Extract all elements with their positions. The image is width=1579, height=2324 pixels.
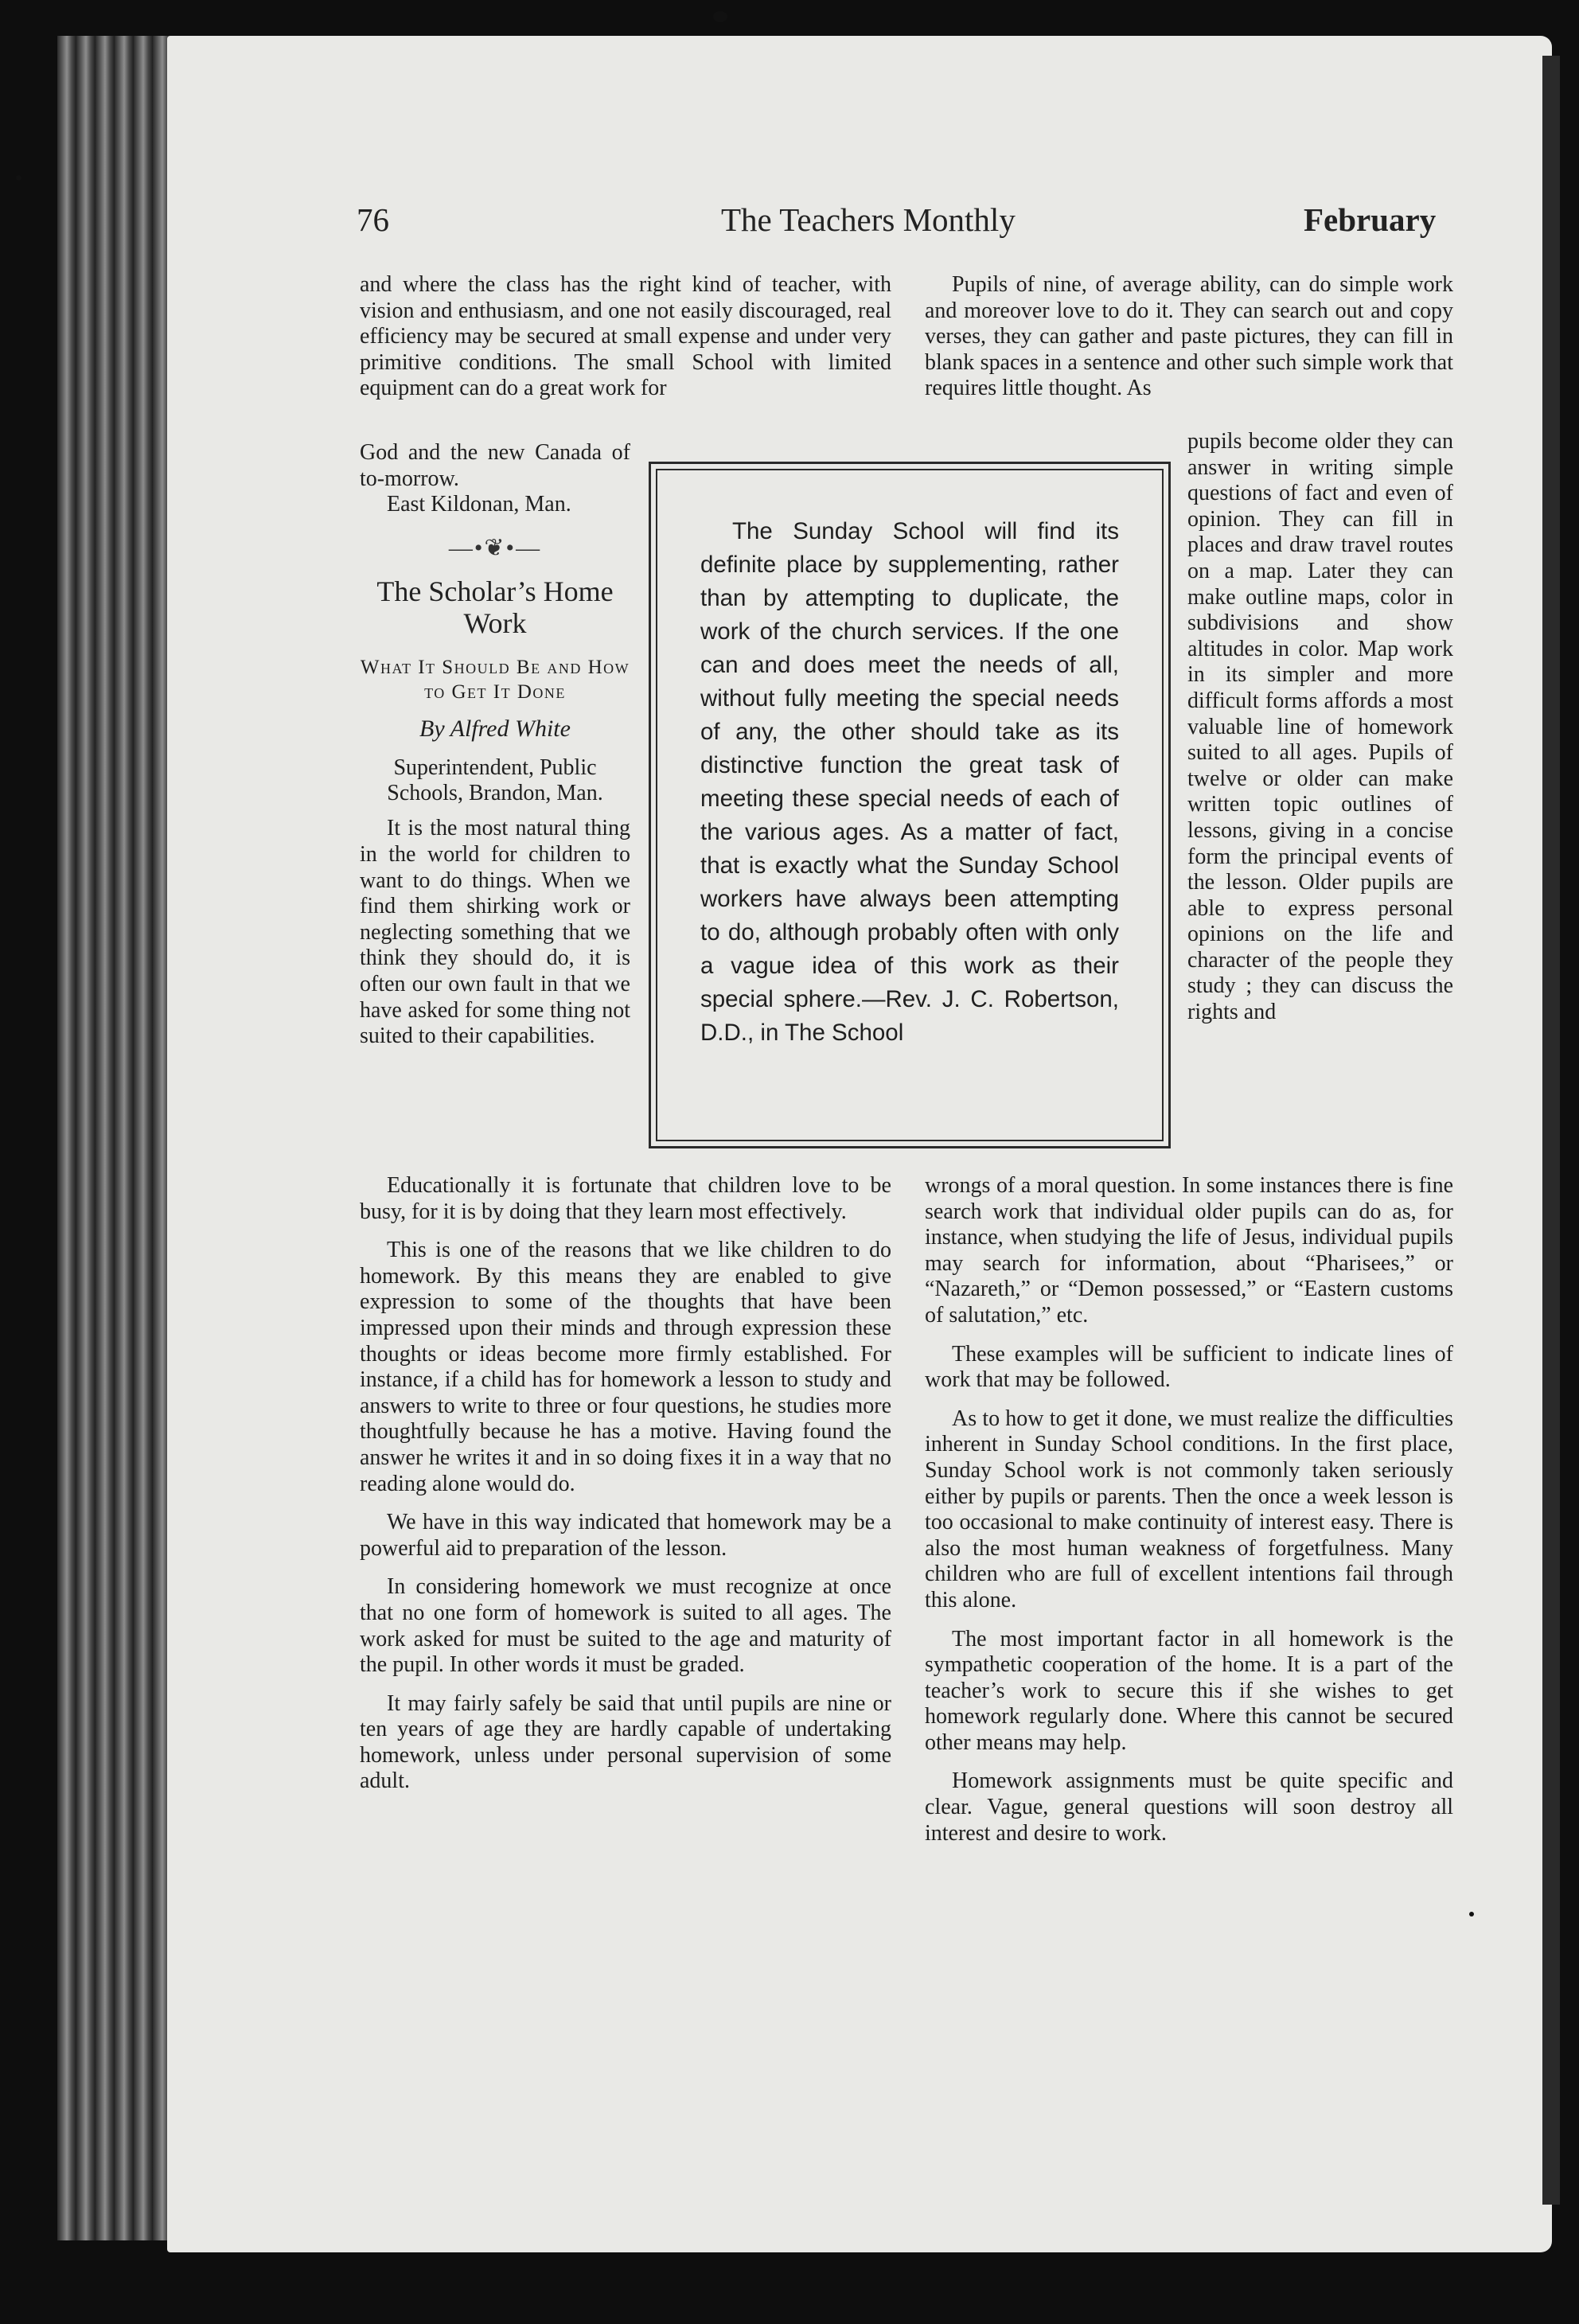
left-column-narrow — [360, 440, 630, 1050]
scan-speck — [1469, 1912, 1474, 1917]
author-role: Superintendent, Public Schools, Brandon, Man. — [387, 755, 603, 806]
body-paragraph-continued: wrongs of a moral question. In some instances there is fine search work that individual older pupils can do as, for instance, when studying the life of Jesus, individual pupils may search for information, about “Pharisees,” or “Nazareth,” or “Demon possessed,” or “Eastern customs of salutation,” etc. — [925, 1173, 1453, 1328]
quote-text: The Sunday School will find its definite place by supplementing, rather than by attempting to duplicate, the work of the church services. If the one can and does meet the needs of all, without fully meeting the special needs of any, the other should take as its distinctive function the great task of meeting these special needs of each of the various ages. As a matter of fact, that is exactly what the Sunday School workers have always been attempting to do, although probably often with only a vague idea of this work as their special sphere.—Rev. J. C. Robertson, D.D., in The School — [700, 518, 1119, 1046]
scan-speck — [713, 11, 727, 22]
previous-article-text: and where the class has the right kind of teacher, with vision and enthusiasm, and one not easily discouraged, real efficiency may be secured at small expense and under very primitive conditions. The small School with limited equipment can do a great work for — [360, 272, 891, 401]
body-paragraph: We have in this way indicated that homework may be a powerful aid to preparation of the lesson. — [360, 1510, 891, 1561]
right-column-top — [925, 272, 1453, 402]
previous-article-signature: East Kildonan, Man. — [387, 492, 571, 517]
body-paragraph: Educationally it is fortunate that children love to be busy, for it is by doing that they learn most effectively. — [360, 1173, 891, 1224]
body-paragraph: The most important factor in all homework is the sympathetic cooperation of the home. It is a part of the teacher’s work to secure this if she wishes to get homework regularly done. Where this cannot be secured other means may help. — [925, 1626, 1453, 1755]
body-paragraph: It may fairly safely be said that until pupils are nine or ten years of age they are hardly capable of undertaking homework, unless under personal supervision of some adult. — [360, 1690, 891, 1794]
issue-month: February — [1304, 201, 1437, 238]
body-paragraph: In considering homework we must recognize at once that no one form of homework is suited to all ages. The work asked for must be suited to the age and maturity of the pupil. In other words it must be graded. — [360, 1574, 891, 1678]
scan-speck — [16, 175, 21, 181]
body-paragraph: This is one of the reasons that we like children to do homework. By this means they are enabled to give expression to some of the thoughts that have been impressed upon their minds and through expression these thoughts or ideas become more firmly established. For instance, if a child has for homework a lesson to study and answers to write to three or four questions, he studies more thoughtfully because he has a motive. Having found the answer he writes it and in so doing fixes it in a way that no reading alone would do. — [360, 1238, 891, 1496]
body-paragraph: As to how to get it done, we must realize the difficulties inherent in Sunday School conditions. In the first place, Sunday School work is not commonly taken seriously either by pupils or parents. Then the once a week lesson is too occasional to make continuity of interest easy. There is also the most human weakness of forgetfulness. Many children who are full of excellent intentions fail through this alone. — [925, 1406, 1453, 1612]
article-subtitle: What It Should Be and How to Get It Done — [360, 657, 630, 704]
quote-box — [649, 462, 1171, 1148]
quote-box-inner — [656, 469, 1164, 1141]
left-column-top — [360, 272, 891, 402]
section-ornament: —•❦•— — [448, 534, 542, 561]
book-spine — [57, 36, 177, 2240]
article-title: The Scholar’s Home Work — [376, 575, 614, 640]
right-column-bottom — [925, 1173, 1453, 1846]
previous-article-ending: God and the new Canada of to-morrow. — [360, 440, 630, 491]
journal-title: The Teachers Monthly — [721, 201, 1016, 238]
body-paragraph: Homework assignments must be quite specific and clear. Vague, general questions will soon destroy all interest and desire to work. — [925, 1768, 1453, 1846]
right-column-narrow — [1187, 429, 1453, 1026]
body-paragraph: Pupils of nine, of average ability, can do simple work and moreover love to do it. They can search out and copy verses, they can gather and paste pictures, they can fill in blank spaces in a sentence and other such simple work that requires little thought. As — [925, 272, 1453, 401]
left-column-bottom — [360, 1173, 891, 1795]
body-paragraph-continued: pupils become older they can answer in writing simple questions of fact and even of opinion. They can fill in places and draw travel routes on a map. Later they can make outline maps, color in subdivisions and show altitudes in color. Map work in its simpler and more difficult forms affords a most valuable line of homework suited to all ages. Pupils of twelve or older can make written topic outlines of lessons, giving in a concise form the principal events of the lesson. Older pupils are able to express personal opinions on the life and character of the people they study ; they can discuss the rights and — [1187, 429, 1453, 1025]
article-lead-paragraph: It is the most natural thing in the world for children to want to do things. When we find them shirking work or neglecting something that we think they should do, it is often our own fault in that we have asked for some thing not suited to their capabilities. — [360, 816, 630, 1049]
article-author: By Alfred White — [419, 716, 571, 743]
page-edge-shadow — [1542, 56, 1560, 2205]
body-paragraph: These examples will be sufficient to indicate lines of work that may be followed. — [925, 1341, 1453, 1393]
page-number: 76 — [357, 201, 389, 238]
